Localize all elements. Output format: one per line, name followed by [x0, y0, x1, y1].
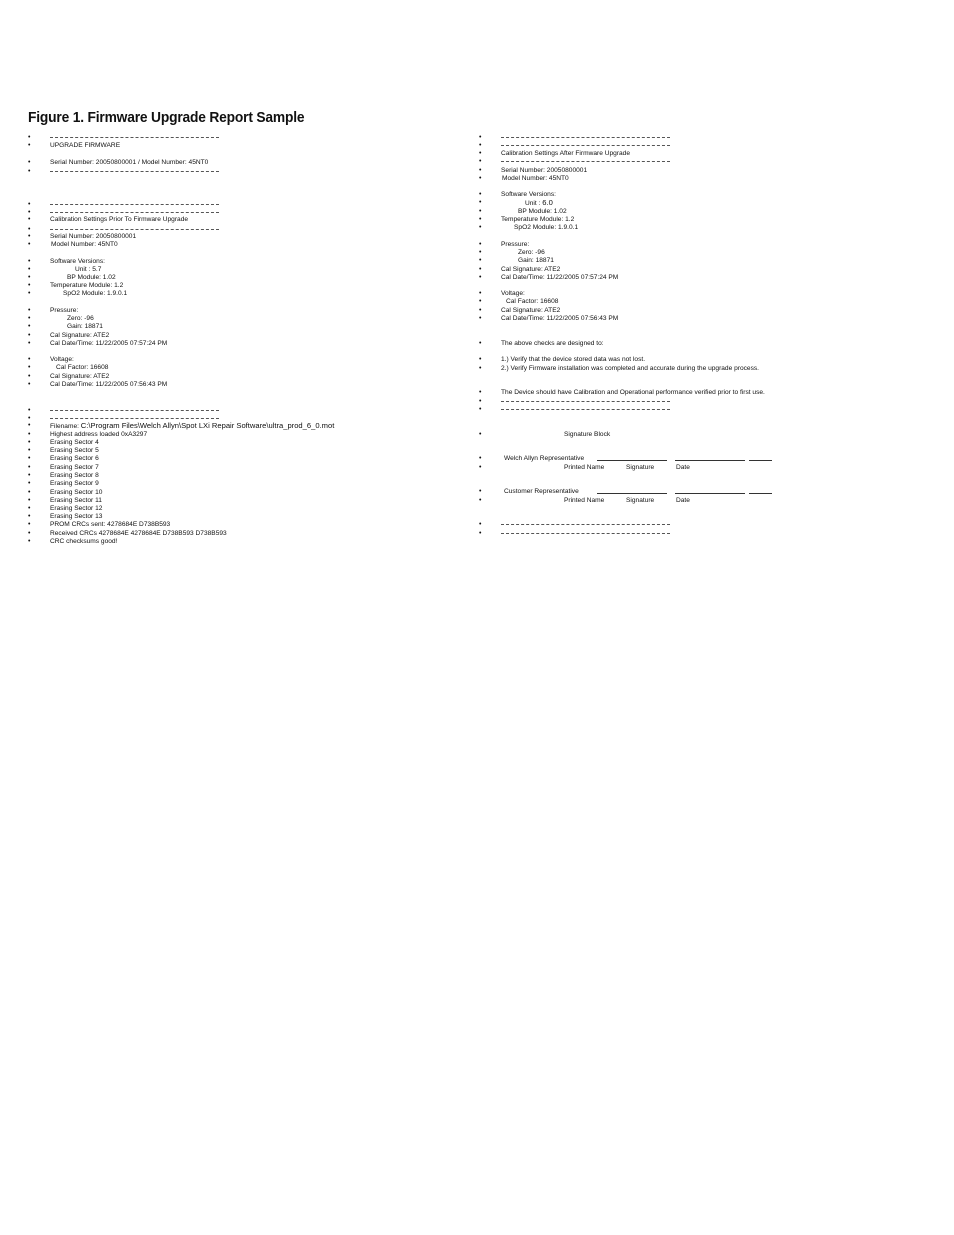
report-text: Erasing Sector 13 [50, 513, 103, 520]
report-text: Pressure: [50, 307, 79, 314]
bullet-marker: • [28, 159, 31, 166]
dashed-separator [50, 204, 219, 205]
signature-role-label: Welch Allyn Representative [504, 455, 585, 462]
bullet-marker: • [28, 489, 31, 496]
report-text: Unit : [525, 200, 543, 207]
report-text: Zero: -96 [518, 249, 545, 256]
bullet-marker: • [479, 521, 482, 528]
report-text: Cal Factor: 16608 [56, 364, 109, 371]
bullet-marker: • [28, 472, 31, 479]
dashed-separator [501, 401, 670, 402]
report-text: Voltage: [501, 290, 525, 297]
report-value: 6.0 [542, 198, 553, 207]
report-text: Erasing Sector 12 [50, 505, 103, 512]
report-text: Filename: [50, 423, 81, 430]
bullet-marker: • [28, 201, 31, 208]
bullet-marker: • [479, 389, 482, 396]
report-text: Voltage: [50, 356, 74, 363]
bullet-marker: • [28, 422, 31, 429]
bullet-marker: • [28, 431, 31, 438]
report-text: Calibration Settings After Firmware Upgrade [501, 150, 630, 157]
bullet-marker: • [28, 332, 31, 339]
report-text: Erasing Sector 9 [50, 480, 99, 487]
bullet-marker: • [479, 340, 482, 347]
report-text: Erasing Sector 7 [50, 464, 99, 471]
report-text: Gain: 18871 [67, 323, 103, 330]
bullet-marker: • [28, 258, 31, 265]
dashed-separator [50, 229, 219, 230]
report-text: 2.) Verify Firmware installation was completed and accurate during the upgrade process. [501, 365, 760, 372]
signature-role-label: Customer Representative [504, 488, 579, 495]
report-text: Cal Signature: ATE2 [50, 373, 110, 380]
report-text: Model Number: 45NT0 [502, 175, 569, 182]
report-text: Cal Signature: ATE2 [501, 266, 561, 273]
report-text: Calibration Settings Prior To Firmware Upgrade [50, 216, 189, 223]
report-text: BP Module: 1.02 [67, 274, 116, 281]
report-text: Cal Signature: ATE2 [50, 332, 110, 339]
report-text: Software Versions: [501, 191, 556, 198]
bullet-marker: • [479, 216, 482, 223]
bullet-marker: • [479, 290, 482, 297]
signature-caption-printed: Printed Name [564, 464, 605, 471]
report-text: Received CRCs 4278684E 4278684E D738B593 D738B593 [50, 530, 227, 537]
report-text: Unit : 5.7 [75, 266, 102, 273]
dashed-separator [501, 409, 670, 410]
bullet-marker: • [28, 480, 31, 487]
bullet-marker: • [28, 447, 31, 454]
dashed-separator [501, 533, 670, 534]
signature-caption-signature: Signature [626, 464, 655, 471]
bullet-marker: • [28, 439, 31, 446]
report-text: Cal Date/Time: 11/22/2005 07:56:43 PM [501, 315, 619, 322]
bullet-marker: • [28, 530, 31, 537]
bullet-marker: • [479, 266, 482, 273]
bullet-marker: • [28, 464, 31, 471]
figure-title: Figure 1. Firmware Upgrade Report Sample [28, 109, 305, 126]
dashed-separator [50, 410, 219, 411]
bullet-marker: • [28, 142, 31, 149]
dashed-separator [501, 137, 670, 138]
bullet-marker: • [479, 142, 482, 149]
bullet-marker: • [28, 497, 31, 504]
dashed-separator [501, 524, 670, 525]
bullet-marker: • [479, 488, 482, 495]
dashed-separator [501, 161, 670, 162]
report-text: Signature Block [564, 431, 611, 438]
report-text: Highest address loaded 0xA3297 [50, 431, 148, 438]
dashed-separator [501, 145, 670, 146]
bullet-marker: • [28, 381, 31, 388]
report-text: Cal Signature: ATE2 [501, 307, 561, 314]
signature-caption-date: Date [676, 497, 690, 504]
signature-line [749, 493, 772, 494]
report-text: Serial Number: 20050800001 [501, 167, 588, 174]
bullet-marker: • [479, 406, 482, 413]
bullet-marker: • [479, 298, 482, 305]
bullet-marker: • [479, 274, 482, 281]
signature-line [597, 460, 667, 461]
bullet-marker: • [28, 241, 31, 248]
bullet-marker: • [28, 323, 31, 330]
dashed-separator [50, 171, 219, 172]
report-text: Erasing Sector 6 [50, 455, 99, 462]
signature-caption-date: Date [676, 464, 690, 471]
bullet-marker: • [28, 505, 31, 512]
bullet-marker: • [479, 315, 482, 322]
bullet-marker: • [28, 415, 31, 422]
bullet-marker: • [28, 364, 31, 371]
bullet-marker: • [28, 282, 31, 289]
report-text: The above checks are designed to: [501, 340, 604, 347]
report-text: Cal Factor: 16608 [506, 298, 559, 305]
report-text: BP Module: 1.02 [518, 208, 567, 215]
bullet-marker: • [479, 175, 482, 182]
bullet-marker: • [28, 266, 31, 273]
report-text: Erasing Sector 5 [50, 447, 99, 454]
report-text: Erasing Sector 10 [50, 489, 103, 496]
report-text: Model Number: 45NT0 [51, 241, 118, 248]
bullet-marker: • [28, 455, 31, 462]
bullet-marker: • [479, 307, 482, 314]
bullet-marker: • [28, 209, 31, 216]
bullet-marker: • [479, 530, 482, 537]
bullet-marker: • [28, 538, 31, 545]
report-text: Serial Number: 20050800001 / Model Number: 45NT0 [50, 159, 209, 166]
report-text: Cal Date/Time: 11/22/2005 07:57:24 PM [501, 274, 619, 281]
bullet-marker: • [479, 431, 482, 438]
bullet-marker: • [479, 365, 482, 372]
signature-line [675, 460, 745, 461]
bullet-marker: • [28, 233, 31, 240]
report-text: SpO2 Module: 1.9.0.1 [63, 290, 128, 297]
signature-line [749, 460, 772, 461]
bullet-marker: • [479, 224, 482, 231]
report-text: Serial Number: 20050800001 [50, 233, 137, 240]
report-text: Cal Date/Time: 11/22/2005 07:57:24 PM [50, 340, 168, 347]
report-text: Software Versions: [50, 258, 105, 265]
report-text: Pressure: [501, 241, 530, 248]
bullet-marker: • [479, 356, 482, 363]
bullet-marker: • [28, 315, 31, 322]
bullet-marker: • [28, 373, 31, 380]
bullet-marker: • [28, 513, 31, 520]
report-text: The Device should have Calibration and Operational performance verified prior to first use. [501, 389, 765, 396]
report-text: Erasing Sector 4 [50, 439, 99, 446]
bullet-marker: • [479, 199, 482, 206]
report-text: UPGRADE FIRMWARE [50, 142, 121, 149]
report-text: Erasing Sector 8 [50, 472, 99, 479]
bullet-marker: • [479, 497, 482, 504]
bullet-marker: • [479, 208, 482, 215]
bullet-marker: • [28, 216, 31, 223]
report-text: CRC checksums good! [50, 538, 118, 545]
report-text: Temperature Module: 1.2 [501, 216, 575, 223]
bullet-marker: • [28, 356, 31, 363]
report-text: Zero: -96 [67, 315, 94, 322]
signature-line [675, 493, 745, 494]
bullet-marker: • [479, 150, 482, 157]
dashed-separator [50, 137, 219, 138]
bullet-marker: • [28, 226, 31, 233]
bullet-marker: • [28, 307, 31, 314]
bullet-marker: • [28, 274, 31, 281]
bullet-marker: • [28, 168, 31, 175]
bullet-marker: • [479, 455, 482, 462]
bullet-marker: • [28, 290, 31, 297]
bullet-marker: • [479, 191, 482, 198]
bullet-marker: • [28, 407, 31, 414]
signature-caption-printed: Printed Name [564, 497, 605, 504]
bullet-marker: • [479, 167, 482, 174]
report-text: SpO2 Module: 1.9.0.1 [514, 224, 579, 231]
report-text: 1.) Verify that the device stored data was not lost. [501, 356, 646, 363]
dashed-separator [50, 212, 219, 213]
bullet-marker: • [479, 257, 482, 264]
bullet-marker: • [28, 521, 31, 528]
signature-line [597, 493, 667, 494]
bullet-marker: • [28, 340, 31, 347]
bullet-marker: • [479, 464, 482, 471]
report-text: Gain: 18871 [518, 257, 554, 264]
report-text: Temperature Module: 1.2 [50, 282, 124, 289]
report-value: C:\Program Files\Welch Allyn\Spot LXi Repair Software\ultra_prod_6_0.mot [80, 421, 335, 430]
report-text: Erasing Sector 11 [50, 497, 102, 504]
report-text: Cal Date/Time: 11/22/2005 07:56:43 PM [50, 381, 168, 388]
bullet-marker: • [479, 249, 482, 256]
dashed-separator [50, 418, 219, 419]
bullet-marker: • [479, 398, 482, 405]
report-text: PROM CRCs sent: 4278684E D738B593 [50, 521, 171, 528]
bullet-marker: • [479, 134, 482, 141]
signature-caption-signature: Signature [626, 497, 655, 504]
bullet-marker: • [479, 158, 482, 165]
bullet-marker: • [28, 134, 31, 141]
bullet-marker: • [479, 241, 482, 248]
